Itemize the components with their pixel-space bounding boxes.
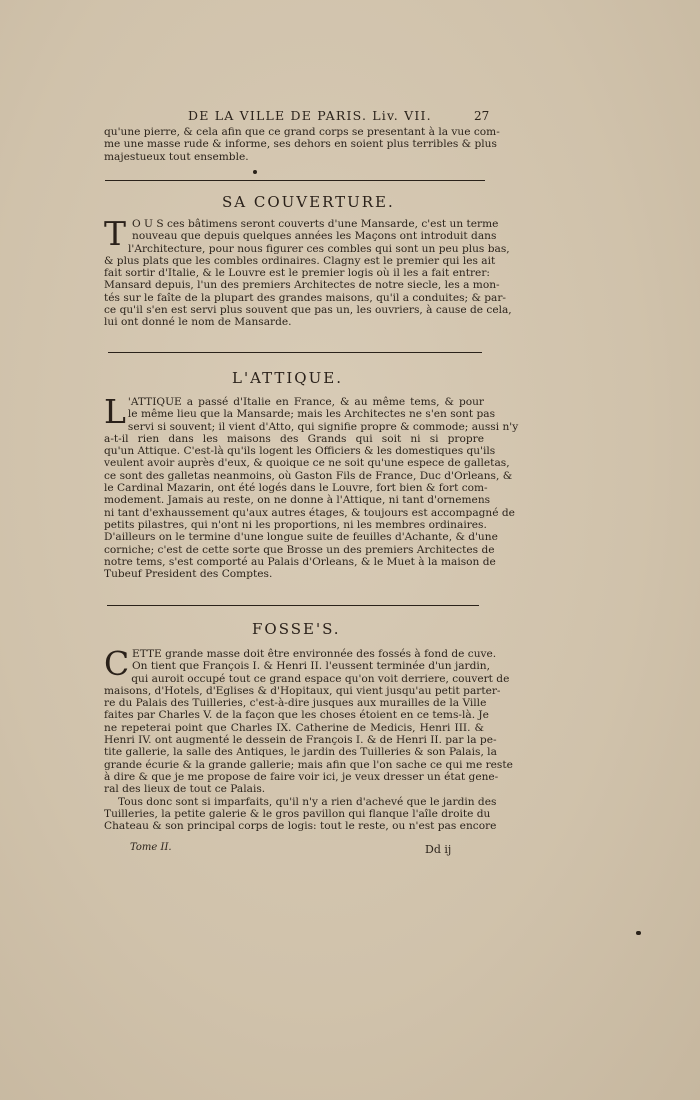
running-title: DE LA VILLE DE PARIS. Liv. VII. <box>188 108 432 123</box>
text-line: ce sont des galletas neanmoins, où Gaston Fils de France, Duc d'Orleans, & <box>104 469 513 482</box>
drop-cap: T <box>104 214 127 253</box>
text-line: à dire & que je me propose de faire voir ici, je veux dresser un état gene- <box>104 770 499 783</box>
section-heading: L'ATTIQUE. <box>232 369 343 387</box>
text-line: qu'une pierre, & cela afin que ce grand corps se presentant à la vue com- <box>104 126 500 138</box>
text-line: Tuilleries, la petite galerie & le gros pavillon qui flanque l'aîle droite du <box>104 807 491 820</box>
signature-mark: Dd ij <box>425 843 452 856</box>
text-line: notre tems, s'est comporté au Palais d'Orleans, & le Muet à la maison de <box>104 555 496 568</box>
text-line: tés sur le faîte de la plupart des grandes maisons, qu'il a conduites; & par- <box>104 291 506 304</box>
page-number: 27 <box>474 109 490 123</box>
text-line: qui auroit occupé tout ce grand espace qu'on voit derriere, couvert de <box>131 672 510 685</box>
text-line: tite gallerie, la salle des Antiques, le jardin des Tuilleries & son Palais, la <box>104 746 497 759</box>
margin-mark <box>636 931 641 935</box>
volume-label: Tome II. <box>130 842 172 853</box>
text-line: corniche; c'est de cette sorte que Brosse un des premiers Architectes de <box>104 543 495 556</box>
text-line: & plus plats que les combles ordinaires. Clagny est le premier qui les ait <box>104 254 496 267</box>
text-line: 'ATTIQUE a passé d'Italie en France, & au même tems, & pour <box>127 396 484 408</box>
text-line: le Cardinal Mazarin, ont été logés dans le Louvre, fort bien & fort com- <box>104 482 488 495</box>
section-heading: FOSSE'S. <box>252 620 341 638</box>
text-line: qu'un Attique. C'est-là qu'ils logent les Officiers & les domestiques qu'ils <box>104 445 496 458</box>
text-line: modement. Jamais au reste, on ne donne à l'Attique, ni tant d'ornemens <box>104 494 491 507</box>
text-line: Mansard depuis, l'un des premiers Architectes de notre siecle, les a mon- <box>104 279 500 292</box>
text-line: Tous donc sont si imparfaits, qu'il n'y a rien d'achevé que le jardin des <box>118 795 497 808</box>
section-body <box>104 214 512 329</box>
intro-paragraph <box>104 126 500 163</box>
text-line: ni tant d'exhaussement qu'aux autres étages, & toujours est accompagné de <box>104 506 515 519</box>
text-line: O U S ces bâtimens seront couverts d'une Mansarde, c'est un terme <box>132 218 499 230</box>
section-rule <box>107 605 479 606</box>
text-line: le même lieu que la Mansarde; mais les Architectes ne s'en sont pas <box>127 408 496 421</box>
ornament-dot <box>253 170 257 174</box>
section-body <box>104 644 513 833</box>
text-line: lui ont donné le nom de Mansarde. <box>104 316 292 329</box>
text-line: Henri IV. ont augmenté le dessein de François I. & de Henri II. par la pe- <box>104 734 497 747</box>
section-rule <box>108 352 482 353</box>
text-line: ne repeterai point que Charles IX. Catherine de Medicis, Henri III. & <box>104 721 484 734</box>
text-line: ral des lieux de tout ce Palais. <box>104 783 266 796</box>
section-rule <box>105 180 485 181</box>
text-line: fait sortir d'Italie, & le Louvre est le premier logis où il les a fait entrer: <box>104 267 490 280</box>
text-line: D'ailleurs on le termine d'une longue suite de feuilles d'Achante, & d'une <box>104 531 498 544</box>
text-line: majestueux tout ensemble. <box>104 150 249 163</box>
drop-cap: C <box>104 644 130 683</box>
text-line: nouveau que depuis quelques années les Maçons ont introduit dans <box>132 230 497 243</box>
text-line: a-t-il rien dans les maisons des Grands qui soit ni si propre <box>104 432 484 445</box>
text-line: l'Architecture, pour nous figurer ces combles qui sont un peu plus bas, <box>128 242 510 255</box>
section-heading: SA COUVERTURE. <box>222 193 395 211</box>
text-line: re du Palais des Tuilleries, c'est-à-dire jusques aux murailles de la Ville <box>104 697 487 710</box>
text-line: ETTE grande masse doit être environnée des fossés à fond de cuve. <box>132 648 497 660</box>
drop-cap: L <box>104 392 126 431</box>
text-line: servi si souvent; il vient d'Atto, qui signifie propre & commode; aussi n'y <box>127 420 519 433</box>
text-line: me une masse rude & informe, ses dehors en soient plus terribles & plus <box>104 138 497 151</box>
text-line: petits pilastres, qui n'ont ni les proportions, ni les membres ordinaires. <box>104 518 487 531</box>
text-line: grande écurie & la grande gallerie; mais afin que l'on sache ce qui me reste <box>104 758 513 771</box>
text-line: ce qu'il s'en est servi plus souvent que pas un, les ouvriers, à cause de cela, <box>104 304 512 317</box>
text-line: Chateau & son principal corps de logis: tout le reste, ou n'est pas encore <box>104 820 497 833</box>
text-line: Tubeuf President des Comptes. <box>104 568 273 581</box>
text-line: veulent avoir auprès d'eux, & quoique ce ne soit qu'une espece de galletas, <box>104 457 510 470</box>
text-line: maisons, d'Hotels, d'Eglises & d'Hopitaux, qui vient jusqu'au petit parter- <box>104 684 501 697</box>
section-body <box>104 392 519 581</box>
text-line: On tient que François I. & Henri II. l'eussent terminée d'un jardin, <box>132 660 490 673</box>
text-line: faites par Charles V. de la façon que les choses étoient en ce tems-là. Je <box>104 709 489 722</box>
